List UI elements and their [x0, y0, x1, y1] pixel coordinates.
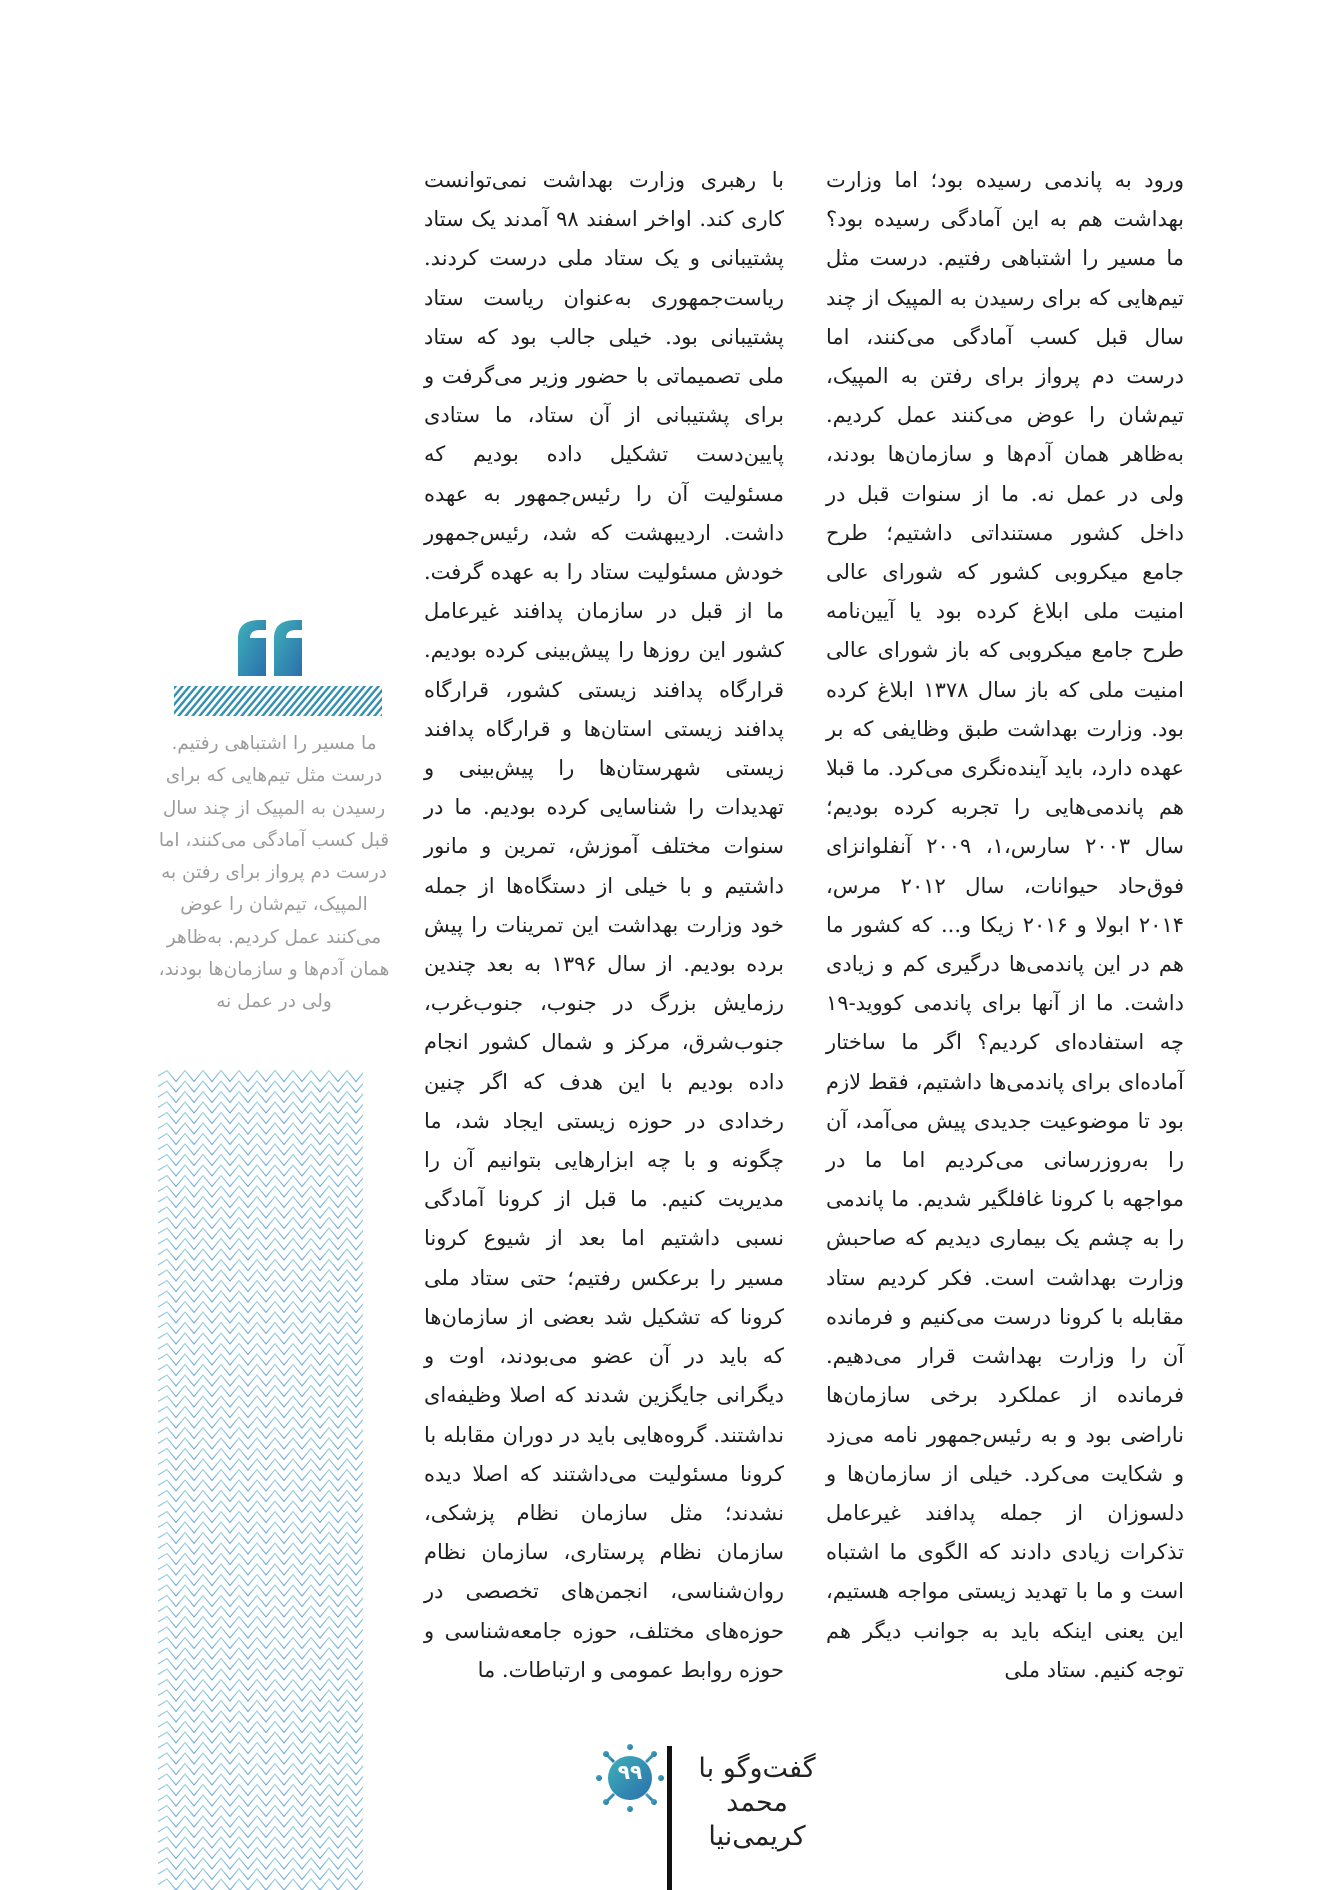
zigzag-line [158, 1743, 363, 1754]
zigzag-line [158, 1102, 363, 1113]
zigzag-line [158, 1438, 363, 1449]
zigzag-line [158, 1249, 363, 1260]
zigzag-line [158, 1470, 363, 1481]
quote-icon [236, 618, 304, 678]
zigzag-line [158, 1501, 363, 1512]
zigzag-line [158, 1669, 363, 1680]
zigzag-line [158, 1197, 363, 1208]
zigzag-line [158, 1323, 363, 1334]
zigzag-line [158, 1165, 363, 1176]
zigzag-line [158, 1459, 363, 1470]
zigzag-line [158, 1848, 363, 1859]
zigzag-line [158, 1134, 363, 1145]
zigzag-line [158, 1417, 363, 1428]
zigzag-line [158, 1123, 363, 1134]
paragraph: ورود به پاندمی رسیده بود؛ اما وزارت بهداشت هم به این آمادگی رسیده بود؟ ما مسیر را اشتباهی رفتیم. درست مثل تیم‌هایی که برای رسیدن به المپیک از چند سال قبل کسب آمادگی می‌کنند، اما درست دم پرواز برای رفتن به المپیک، تیم‌شان را عوض می‌کنند عمل کردیم. به‌ظاهر همان آدم‌ها و سازمان‌ها بودند، ولی در عمل نه. ما از سنوات قبل در داخل کشور مستنداتی داشتیم؛ طرح جامع میکروبی کشور که شورای عالی امنیت ملی ابلاغ کرده بود یا آیین‌نامه طرح جامع میکروبی که باز شورای عالی امنیت ملی که باز سال ۱۳۷۸ ابلاغ کرده بود. وزارت بهداشت طبق وظایفی که بر عهده دارد، باید آینده‌نگری می‌کرد. ما قبلا هم پاندمی‌هایی را تجربه کرده بودیم؛ سال ۲۰۰۳ سارس،۱، ۲۰۰۹ آنفلوانزای فوق‌حاد حیوانات، سال ۲۰۱۲ مرس، ۲۰۱۴ ابولا و ۲۰۱۶ زیکا و... که کشور ما هم در این پاندمی‌ها درگیری کم و زیادی داشت. ما از آنها برای پاندمی کووید-۱۹ چه استفاده‌ای کردیم؟ اگر ما ساختار آماده‌ای برای پاندمی‌ها داشتیم، فقط لازم بود تا موضوعیت جدیدی پیش می‌آمد، آن را به‌روزرسانی می‌کردیم اما ما در مواجهه با کرونا غافلگیر شدیم. ما پاندمی را به چشم یک بیماری دیدیم که صاحبش وزارت بهداشت است. فکر کردیم ستاد مقابله با کرونا درست می‌کنیم و فرمانده آن را وزارت بهداشت قرار می‌دهیم. فرمانده از عملکرد برخی سازمان‌ها ناراضی بود و به رئیس‌جمهور نامه می‌زد و شکایت می‌کرد. خیلی از سازمان‌ها و دلسوزان از جمله پدافند غیرعامل تذکرات زیادی دادند که الگوی ما اشتباه است و ما با تهدید زیستی مواجه هستیم، این یعنی اینکه باید به جوانب دیگر هم توجه کنیم. ستاد ملی [826, 168, 1185, 1682]
zigzag-line [158, 1449, 363, 1460]
zigzag-line [158, 1270, 363, 1281]
zigzag-line [158, 1480, 363, 1491]
zigzag-line [158, 1764, 363, 1775]
zigzag-line [158, 1795, 363, 1806]
zigzag-line [158, 1302, 363, 1313]
footer-title [686, 1752, 828, 1854]
zigzag-line [158, 1806, 363, 1817]
zigzag-line [158, 1722, 363, 1733]
zigzag-line [158, 1869, 363, 1880]
zigzag-line [158, 1092, 363, 1103]
zigzag-line [158, 1533, 363, 1544]
pull-quote: ما مسیر را اشتباهی رفتیم. درست مثل تیم‌هایی که برای رسیدن به المپیک از چند سال قبل کسب آمادگی می‌کنند، اما درست دم پرواز برای رفتن به المپیک، تیم‌شان را عوض می‌کنند عمل کردیم. به‌ظاهر همان آدم‌ها و سازمان‌ها بودند، ولی در عمل نه [158, 733, 390, 1013]
footer-divider [667, 1746, 672, 1890]
zigzag-line [158, 1407, 363, 1418]
zigzag-line [158, 1071, 363, 1082]
zigzag-line [158, 1428, 363, 1439]
zigzag-line [158, 1596, 363, 1607]
zigzag-line [158, 1837, 363, 1848]
article-column-middle [424, 161, 784, 1690]
zigzag-line [158, 1312, 363, 1323]
zigzag-line [158, 1144, 363, 1155]
zigzag-line [158, 1816, 363, 1827]
zigzag-line [158, 1207, 363, 1218]
zigzag-line [158, 1627, 363, 1638]
zigzag-line [158, 1176, 363, 1187]
zigzag-line [158, 1858, 363, 1869]
zigzag-line [158, 1879, 363, 1890]
paragraph: با رهبری وزارت بهداشت نمی‌توانست کاری کند. اواخر اسفند ۹۸ آمدند یک ستاد پشتیبانی و یک ستاد ملی درست کردند. ریاست‌جمهوری به‌عنوان ریاست ستاد پشتیبانی بود. خیلی جالب بود که ستاد ملی تصمیماتی با حضور وزیر می‌گرفت و برای پشتیبانی از آن ستاد، ما ستادی پایین‌دست تشکیل داده بودیم که مسئولیت آن را رئیس‌جمهور به عهده داشت. اردیبهشت که شد، رئیس‌جمهور خودش مسئولیت ستاد را به عهده گرفت. ما از قبل در سازمان پدافند غیرعامل کشور این روزها را پیش‌بینی کرده بودیم. قرارگاه پدافند زیستی کشور، قرارگاه پدافند زیستی استان‌ها و قرارگاه پدافند زیستی شهرستان‌ها را پیش‌بینی و تهدیدات را شناسایی کرده بودیم. ما در سنوات مختلف آموزش، تمرین و مانور داشتیم و با خیلی از دستگاه‌ها از جمله خود وزارت بهداشت این تمرینات را پیش برده بودیم. از سال ۱۳۹۶ به بعد چندین رزمایش بزرگ در جنوب، جنوب‌غرب، جنوب‌شرق، مرکز و شمال کشور انجام داده بودیم با این هدف که اگر چنین رخدادی در حوزه زیستی ایجاد شد، ما چگونه و با چه ابزارهایی بتوانیم آن را مدیریت کنیم. ما قبل از کرونا آمادگی نسبی داشتیم اما بعد از شیوع کرونا مسیر را برعکس رفتیم؛ حتی ستاد ملی کرونا که تشکیل شد بعضی از سازمان‌ها که باید در آن عضو می‌بودند، اوت و دیگرانی جایگزین شدند که اصلا وظیفه‌ای نداشتند. گروه‌هایی باید در دوران مقابله با کرونا مسئولیت می‌داشتند که اصلا دیده نشدند؛ مثل سازمان نظام پزشکی، سازمان نظام پرستاری، سازمان نظام روان‌شناسی، انجمن‌های تخصصی در حوزه‌های مختلف، حوزه جامعه‌شناسی و حوزه روابط عمومی و ارتباطات. ما [424, 168, 784, 1682]
zigzag-line [158, 1354, 363, 1365]
zigzag-line [158, 1365, 363, 1376]
zigzag-line [158, 1113, 363, 1124]
zigzag-line [158, 1239, 363, 1250]
zigzag-line [158, 1753, 363, 1764]
zigzag-line [158, 1617, 363, 1628]
zigzag-line [158, 1228, 363, 1239]
zigzag-line [158, 1375, 363, 1386]
zigzag-line [158, 1575, 363, 1586]
zigzag-line [158, 1543, 363, 1554]
zigzag-line [158, 1564, 363, 1575]
zigzag-line [158, 1260, 363, 1271]
zigzag-line [158, 1585, 363, 1596]
zigzag-line [158, 1648, 363, 1659]
zigzag-line [158, 1554, 363, 1565]
zigzag-line [158, 1155, 363, 1166]
zigzag-line [158, 1344, 363, 1355]
stripe-divider [174, 686, 382, 716]
zigzag-line [158, 1396, 363, 1407]
zigzag-line [158, 1774, 363, 1785]
zigzag-line [158, 1732, 363, 1743]
zigzag-line [158, 1638, 363, 1649]
footer-title-line1: گفت‌وگو با [698, 1753, 816, 1784]
zigzag-line [158, 1186, 363, 1197]
zigzag-line [158, 1218, 363, 1229]
zigzag-pattern [158, 1068, 363, 1890]
footer-title-line2: محمد کریمی‌نیا [708, 1787, 806, 1852]
zigzag-line [158, 1827, 363, 1838]
zigzag-line [158, 1491, 363, 1502]
zigzag-line [158, 1690, 363, 1701]
zigzag-line [158, 1606, 363, 1617]
zigzag-line [158, 1512, 363, 1523]
zigzag-line [158, 1081, 363, 1092]
zigzag-line [158, 1711, 363, 1722]
page-number: ۹۹ [617, 1760, 643, 1784]
zigzag-line [158, 1659, 363, 1670]
zigzag-line [158, 1291, 363, 1302]
zigzag-line [158, 1701, 363, 1712]
zigzag-line [158, 1680, 363, 1691]
article-column-right [826, 161, 1184, 1690]
zigzag-line [158, 1333, 363, 1344]
zigzag-line [158, 1785, 363, 1796]
zigzag-line [158, 1386, 363, 1397]
zigzag-line [158, 1522, 363, 1533]
zigzag-line [158, 1281, 363, 1292]
